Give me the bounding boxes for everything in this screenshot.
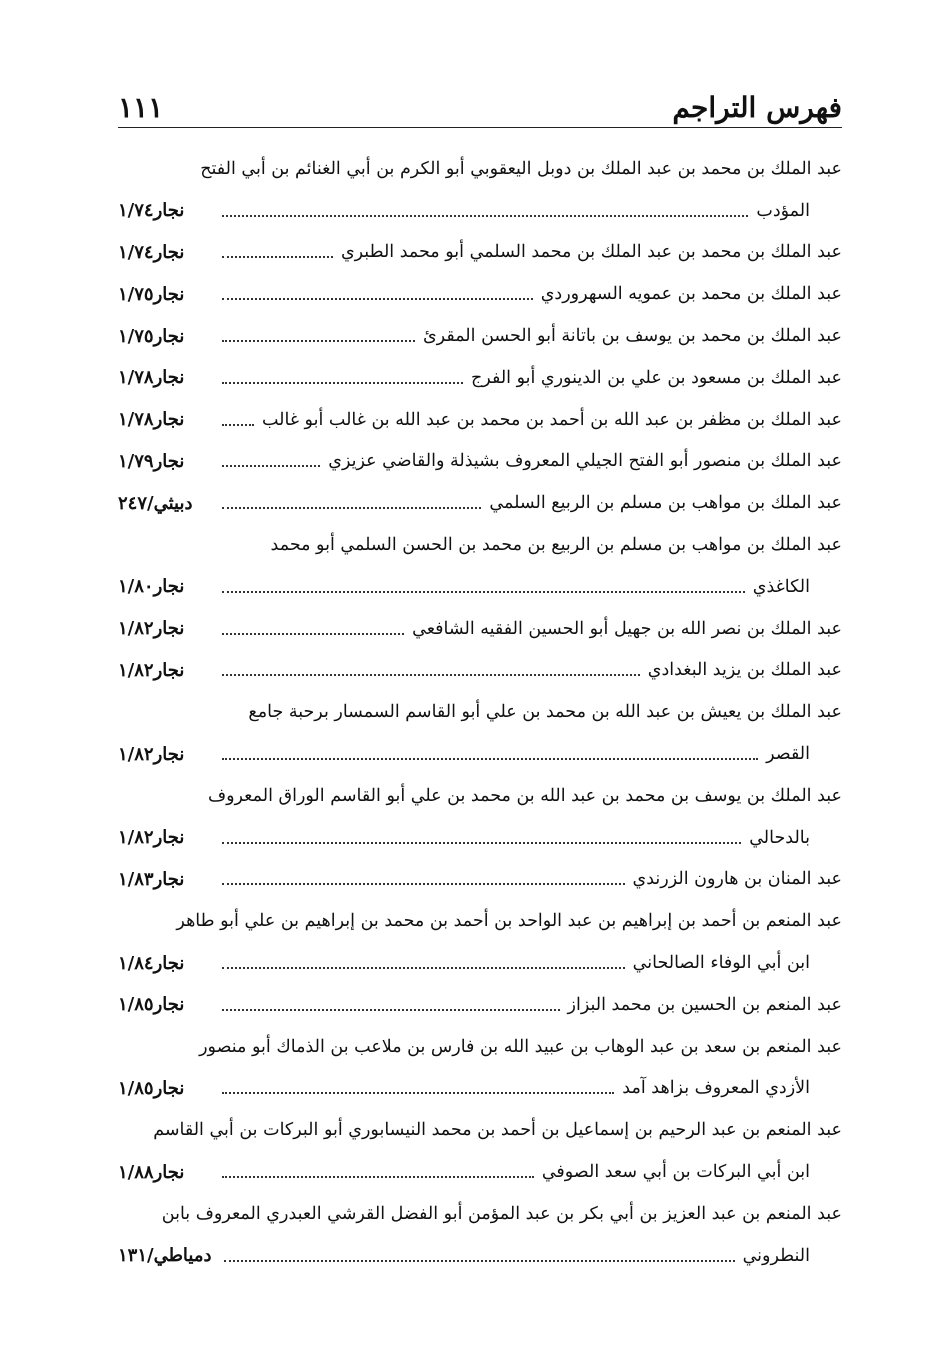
index-entry xyxy=(118,1193,842,1235)
entry-name: عبد المنعم بن الحسين بن محمد البزاز xyxy=(567,994,842,1015)
dot-leader xyxy=(222,465,320,467)
dot-leader xyxy=(222,1092,614,1094)
entry-reference: نجار١/٨٢ xyxy=(118,743,185,765)
entry-reference: نجار١/٨٥ xyxy=(118,994,185,1016)
entry-reference: نجار١/٨٢ xyxy=(118,827,185,849)
index-entry-continuation xyxy=(118,733,842,775)
dot-leader xyxy=(222,298,533,300)
dot-leader xyxy=(224,1260,735,1262)
entry-name: عبد الملك بن محمد بن يوسف بن باتانة أبو الحسن المقرئ xyxy=(422,326,842,347)
dot-leader xyxy=(222,340,415,342)
entry-reference: نجار١/٧٤ xyxy=(118,200,185,222)
index-entry-continuation xyxy=(118,942,842,984)
index-entry xyxy=(118,608,842,650)
entry-name: بالدحالي xyxy=(749,827,810,848)
dot-leader xyxy=(222,382,463,384)
index-entry-continuation xyxy=(118,1068,842,1110)
index-entry xyxy=(118,357,842,399)
index-entry-continuation xyxy=(118,817,842,859)
entry-name: عبد الملك بن يعيش بن عبد الله بن محمد بن علي أبو القاسم السمسار برحبة جامع xyxy=(248,702,842,723)
entry-name: عبد الملك بن محمد بن عمويه السهروردي xyxy=(540,284,842,305)
dot-leader xyxy=(222,633,404,635)
index-entry xyxy=(118,399,842,441)
index-entry xyxy=(118,859,842,901)
entry-name: عبد الملك بن مظفر بن عبد الله بن أحمد بن محمد بن عبد الله بن غالب أبو غالب xyxy=(261,409,842,430)
index-entry xyxy=(118,900,842,942)
entry-reference: نجار١/٧٩ xyxy=(118,450,185,472)
entry-name: عبد الملك بن مواهب بن مسلم بن الربيع بن محمد بن الحسن السلمي أبو محمد xyxy=(270,535,842,556)
index-entry-continuation xyxy=(118,566,842,608)
index-entry xyxy=(118,441,842,483)
entry-reference: دبيثي/٢٤٧ xyxy=(118,492,193,514)
entry-name: عبد الملك بن يزيد البغدادي xyxy=(647,660,842,681)
index-entry xyxy=(118,148,842,190)
entry-reference: نجار١/٧٥ xyxy=(118,325,185,347)
dot-leader xyxy=(222,883,625,885)
entry-name: عبد المنعم بن سعد بن عبد الوهاب بن عبيد الله بن فارس بن ملاعب بن الذماك أبو منصور xyxy=(199,1036,842,1057)
entry-reference: نجار١/٨٤ xyxy=(118,952,185,974)
entry-reference: نجار١/٨٢ xyxy=(118,659,185,681)
index-entry xyxy=(118,1109,842,1151)
dot-leader xyxy=(222,967,625,969)
index-entry xyxy=(118,524,842,566)
index-entry xyxy=(118,984,842,1026)
index-entry xyxy=(118,315,842,357)
entry-reference: نجار١/٨٠ xyxy=(118,576,185,598)
entry-reference: دمياطي/١٣١ xyxy=(118,1245,212,1267)
entry-reference: نجار١/٧٤ xyxy=(118,241,185,263)
dot-leader xyxy=(222,674,640,676)
entries-list xyxy=(118,148,842,1277)
index-entry-continuation xyxy=(118,190,842,232)
entry-reference: نجار١/٨٨ xyxy=(118,1161,185,1183)
entry-name: النطروني xyxy=(742,1245,810,1266)
index-entry xyxy=(118,273,842,315)
dot-leader xyxy=(222,1176,534,1178)
dot-leader xyxy=(222,215,748,217)
entry-name: عبد الملك بن مواهب بن مسلم بن الربيع السلمي xyxy=(489,493,842,514)
entry-name: عبد الملك بن مسعود بن علي بن الدينوري أبو الفرج xyxy=(471,367,842,388)
dot-leader xyxy=(222,256,333,258)
page-title: فهرس التراجم xyxy=(672,91,842,124)
dot-leader xyxy=(222,507,481,509)
entry-name: عبد المنعم بن عبد الرحيم بن إسماعيل بن أحمد بن محمد النيسابوري أبو البركات بن أبي القاسم xyxy=(153,1120,842,1141)
entry-reference: نجار١/٧٨ xyxy=(118,409,185,431)
entry-name: عبد المنعم بن عبد العزيز بن أبي بكر بن عبد المؤمن أبو الفضل القرشي العبدري المعروف بابن xyxy=(161,1203,842,1224)
entry-reference: نجار١/٨٢ xyxy=(118,618,185,640)
entry-name: عبد الملك بن منصور أبو الفتح الجيلي المعروف بشيذلة والقاضي عزيزي xyxy=(328,451,842,472)
index-entry xyxy=(118,691,842,733)
entry-name: ابن أبي البركات بن أبي سعد الصوفي xyxy=(541,1162,810,1183)
index-entry-continuation xyxy=(118,1235,842,1277)
index-entry xyxy=(118,482,842,524)
header-rule xyxy=(118,127,842,128)
index-entry xyxy=(118,650,842,692)
dot-leader xyxy=(222,591,745,593)
entry-name: عبد الملك بن محمد بن عبد الملك بن محمد السلمي أبو محمد الطبري xyxy=(340,242,842,263)
index-entry xyxy=(118,232,842,274)
entry-name: عبد الملك بن نصر الله بن جهيل أبو الحسين الفقيه الشافعي xyxy=(412,618,842,639)
entry-name: عبد الملك بن يوسف بن محمد بن عبد الله بن محمد بن علي أبو القاسم الوراق المعروف xyxy=(207,785,842,806)
dot-leader xyxy=(222,758,758,760)
entry-reference: نجار١/٧٨ xyxy=(118,367,185,389)
index-entry-continuation xyxy=(118,1151,842,1193)
entry-name: ابن أبي الوفاء الصالحاني xyxy=(632,953,810,974)
dot-leader xyxy=(222,424,254,426)
dot-leader xyxy=(222,1009,560,1011)
entry-reference: نجار١/٨٥ xyxy=(118,1077,185,1099)
entry-reference: نجار١/٧٥ xyxy=(118,283,185,305)
index-entry xyxy=(118,1026,842,1068)
entry-name: الكاغذي xyxy=(752,576,810,597)
entry-name: عبد المنعم بن أحمد بن إبراهيم بن عبد الواحد بن أحمد بن محمد بن إبراهيم بن علي أبو طاهر xyxy=(176,911,842,932)
entry-name: عبد الملك بن محمد بن عبد الملك بن دوبل اليعقوبي أبو الكرم بن أبي الغنائم بن أبي الفتح xyxy=(200,158,842,179)
entry-name: عبد المنان بن هارون الزرندي xyxy=(632,869,842,890)
dot-leader xyxy=(222,842,741,844)
page-number: ١١١ xyxy=(118,91,164,124)
entry-reference: نجار١/٨٣ xyxy=(118,868,185,890)
entry-name: الأزدي المعروف بزاهد آمد xyxy=(622,1078,810,1099)
entry-name: المؤدب xyxy=(756,200,810,221)
index-entry xyxy=(118,775,842,817)
entry-name: القصر xyxy=(766,744,810,765)
page-header xyxy=(118,80,842,124)
